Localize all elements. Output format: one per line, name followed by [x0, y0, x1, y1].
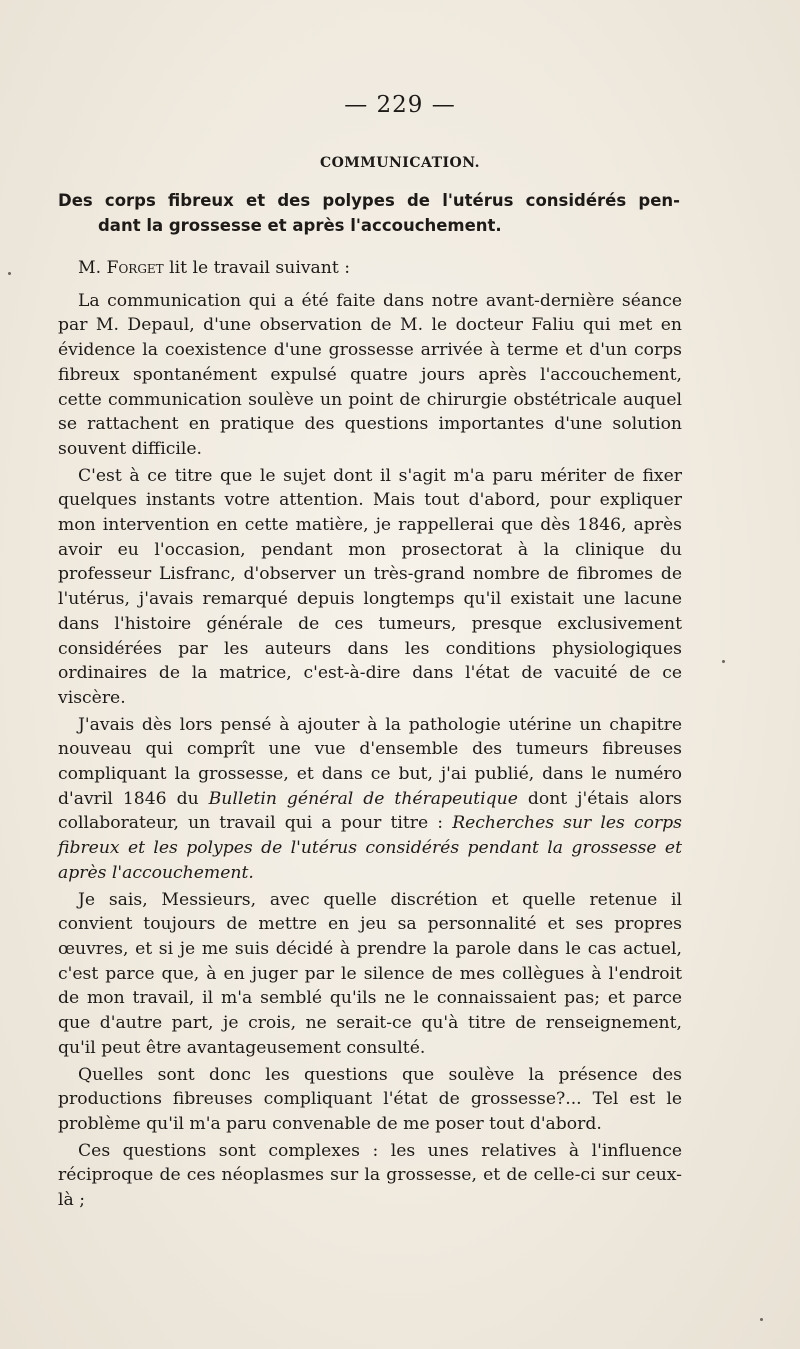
- paragraph-6: Ces questions sont complexes : les unes relatives à l'influence réciproque de ces néoplasmes sur la grossesse, et de celle-ci sur ceux-là ;: [58, 1140, 682, 1211]
- paper-speck: [722, 660, 725, 663]
- paragraph-3-part-a: J'avais dès lors pensé à ajouter à la pathologie utérine un chapitre nouveau qui comprît une vue d'ensemble des tumeurs fibreuses compliquant la grossesse, et dans ce but, j'ai publié, dans le numéro d'avril 1846 du: [58, 714, 682, 809]
- paragraph-3-part-b: dont j'étais alors collaborateur, un travail qui a pour titre :: [58, 788, 682, 834]
- article-title-line-2: dant la grossesse et après l'accouchement.: [98, 216, 502, 235]
- speaker-intro-rest: lit le travail suivant :: [169, 258, 351, 278]
- paper-speck: [8, 272, 11, 275]
- paragraph-1: La communication qui a été faite dans notre avant-dernière séance par M. Depaul, d'une observation de M. le docteur Faliu qui met en évidence la coexistence d'une grossesse arrivée à terme et d'un corps fibreux spontanément expulsé quatre jours après l'accouchement, cette communication soulève un point de chirurgie obstétricale auquel se rattachent en pratique des questions importantes d'une solution souvent difficile.: [58, 290, 682, 459]
- speaker-intro: [58, 256, 682, 281]
- paragraph-4: Je sais, Messieurs, avec quelle discrétion et quelle retenue il convient toujours de mettre en jeu sa personnalité et ses propres œuvres, et si je me suis décidé à prendre la parole dans le cas actuel, c'est parce que, à en juger par le silence de mes collègues à l'endroit de mon travail, il m'a semblé qu'ils ne le connaissaient pas; et parce que d'autre part, je crois, ne serait-ce qu'à titre de renseignement, qu'il peut être avantageusement consulté.: [58, 889, 682, 1058]
- speaker-prefix: M.: [78, 258, 102, 278]
- journal-title: Bulletin général de thérapeutique: [208, 788, 518, 809]
- speaker-name: Forget: [106, 258, 164, 278]
- article-title: [58, 188, 680, 238]
- page-number: — 229 —: [344, 92, 456, 118]
- paper-speck: [760, 1318, 763, 1321]
- article-title-line-1: Des corps fibreux et des polypes de l'utérus considérés pen-: [58, 191, 680, 210]
- paragraph-3: [58, 713, 682, 886]
- body-text: [58, 256, 682, 1213]
- section-heading: COMMUNICATION.: [319, 155, 481, 171]
- paragraph-2: C'est à ce titre que le sujet dont il s'agit m'a paru mériter de fixer quelques instants votre attention. Mais tout d'abord, pour expliquer mon intervention en cette matière, je rappellerai que dès 1846, après avoir eu l'occasion, pendant mon prosectorat à la clinique du professeur Lisfranc, d'observer un très-grand nombre de fibromes de l'utérus, j'avais remarqué depuis longtemps qu'il existait une lacune dans l'histoire générale de ces tumeurs, presque exclusivement considérées par les auteurs dans les conditions physiologiques ordinaires de la matrice, c'est-à-dire dans l'état de vacuité de ce viscère.: [58, 465, 682, 708]
- paragraph-5: Quelles sont donc les questions que soulève la présence des productions fibreuses compliquant l'état de grossesse?... Tel est le problème qu'il m'a paru convenable de me poser tout d'abord.: [58, 1064, 682, 1134]
- work-title: Recherches sur les corps fibreux et les polypes de l'utérus considérés pendant la grossesse et après l'accouchement.: [58, 813, 682, 883]
